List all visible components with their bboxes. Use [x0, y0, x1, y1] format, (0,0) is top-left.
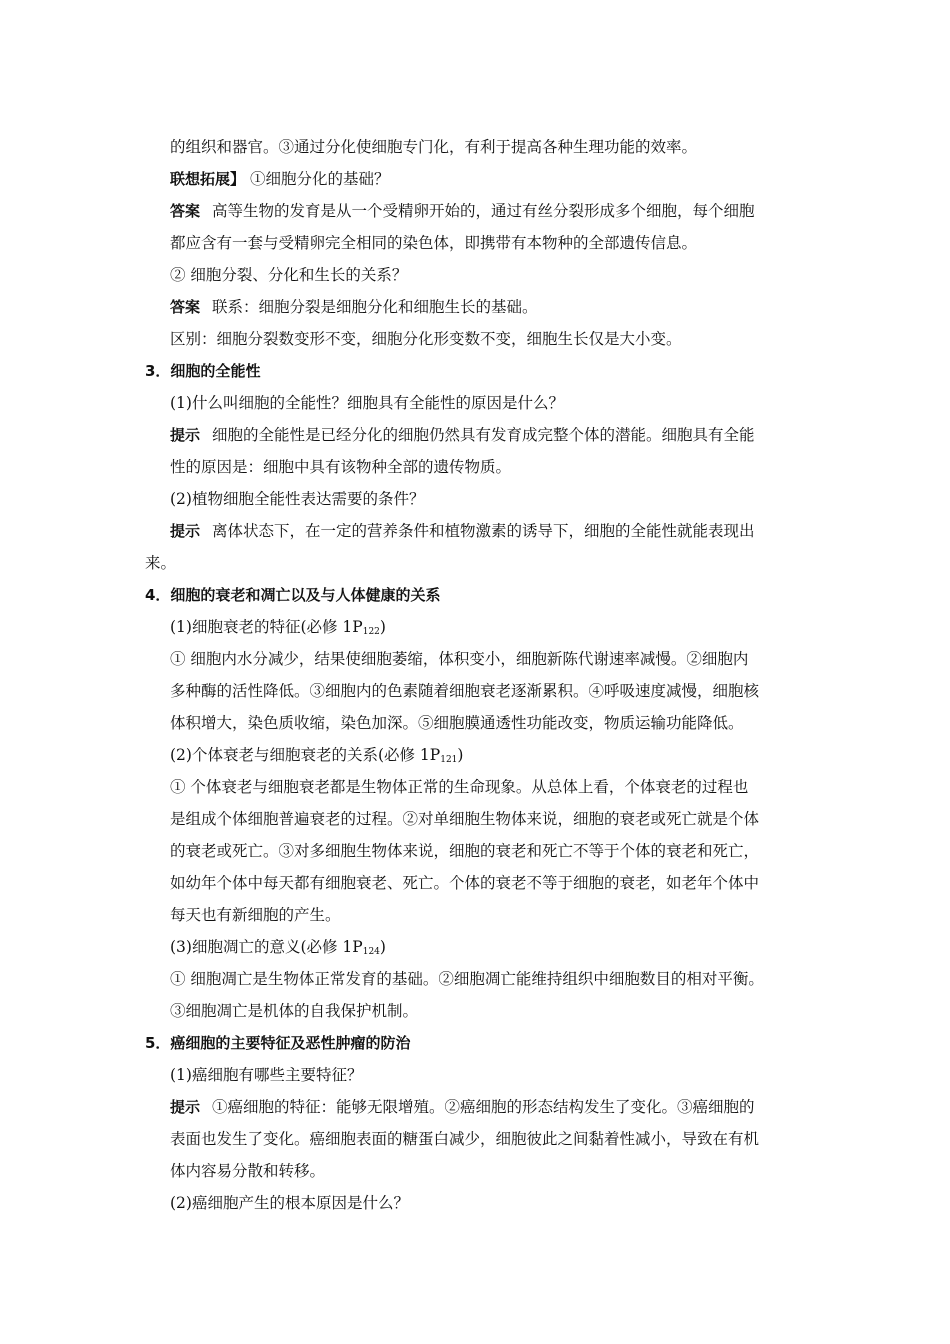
question-line: ② 细胞分裂、分化和生长的关系？ [170, 266, 408, 284]
answer-label: 答案 [170, 298, 201, 316]
closing-paren: ) [457, 746, 464, 764]
question-line: (1)什么叫细胞的全能性？细胞具有全能性的原因是什么？ [170, 394, 564, 412]
paragraph-line: ① 细胞内水分减少，结果使细胞萎缩，体积变小，细胞新陈代谢速率减慢。②细胞内 [170, 650, 749, 668]
section-heading: 5．癌细胞的主要特征及恶性肿瘤的防治 [145, 1034, 411, 1052]
question-text: ①细胞分化的基础？ [245, 170, 390, 188]
paragraph-line: 性的原因是：细胞中具有该物种全部的遗传物质。 [170, 458, 512, 476]
subsection-heading [170, 617, 386, 637]
page-reference: 124 [362, 947, 380, 957]
answer-line [170, 297, 538, 317]
hint-label: 提示 [170, 522, 201, 540]
subsection-heading [170, 937, 386, 957]
paragraph-line: 如幼年个体中每天都有细胞衰老、死亡。个体的衰老不等于细胞的衰老，如老年个体中 [170, 874, 760, 892]
paragraph-line: ③细胞凋亡是机体的自我保护机制。 [170, 1002, 419, 1020]
paragraph-line: 多种酶的活性降低。③细胞内的色素随着细胞衰老逐渐累积。④呼吸速度减慢，细胞核 [170, 682, 760, 700]
hint-text: 离体状态下，在一定的营养条件和植物激素的诱导下，细胞的全能性就能表现出 [212, 522, 755, 540]
page-reference: 121 [440, 755, 458, 765]
section-heading: 3．细胞的全能性 [145, 362, 261, 380]
paragraph-line: 的组织和器官。③通过分化使细胞专门化，有利于提高各种生理功能的效率。 [170, 138, 698, 156]
answer-text: 联系：细胞分裂是细胞分化和细胞生长的基础。 [212, 298, 538, 316]
paragraph-line: 体内容易分散和转移。 [170, 1162, 326, 1180]
hint-label: 提示 [170, 426, 201, 444]
page-reference: 122 [362, 627, 380, 637]
paragraph-line: 每天也有新细胞的产生。 [170, 906, 341, 924]
hint-line [170, 1097, 755, 1117]
answer-label: 答案 [170, 202, 201, 220]
hint-text: 细胞的全能性是已经分化的细胞仍然具有发育成完整个体的潜能。细胞具有全能 [212, 426, 755, 444]
paragraph-line: ① 个体衰老与细胞衰老都是生物体正常的生命现象。从总体上看，个体衰老的过程也 [170, 778, 749, 796]
section-label: 联想拓展】 [170, 170, 246, 188]
hint-label: 提示 [170, 1098, 201, 1116]
paragraph-line: 区别：细胞分裂数变形不变，细胞分化形变数不变，细胞生长仅是大小变。 [170, 330, 682, 348]
section-heading: 4．细胞的衰老和凋亡以及与人体健康的关系 [145, 586, 441, 604]
paragraph-line: 表面也发生了变化。癌细胞表面的糖蛋白减少，细胞彼此之间黏着性减小，导致在有机 [170, 1130, 760, 1148]
paragraph-line: 都应含有一套与受精卵完全相同的染色体，即携带有本物种的全部遗传信息。 [170, 234, 698, 252]
answer-text: 高等生物的发育是从一个受精卵开始的，通过有丝分裂形成多个细胞，每个细胞 [212, 202, 755, 220]
paragraph-line: ① 细胞凋亡是生物体正常发育的基础。②细胞凋亡能维持组织中细胞数目的相对平衡。 [170, 970, 764, 988]
question-line: (2)植物细胞全能性表达需要的条件？ [170, 490, 425, 508]
subsection-title: (3)细胞凋亡的意义(必修 1P [170, 938, 363, 956]
related-extension-question [170, 169, 389, 189]
subsection-title: (2)个体衰老与细胞衰老的关系(必修 1P [170, 746, 441, 764]
paragraph-line: 是组成个体细胞普遍衰老的过程。②对单细胞生物体来说，细胞的衰老或死亡就是个体 [170, 810, 760, 828]
paragraph-line: 体积增大，染色质收缩，染色加深。⑤细胞膜通透性功能改变，物质运输功能降低。 [170, 714, 744, 732]
subsection-title: (1)细胞衰老的特征(必修 1P [170, 618, 363, 636]
paragraph-line: 来。 [145, 554, 177, 572]
question-line: (1)癌细胞有哪些主要特征？ [170, 1066, 363, 1084]
hint-line [170, 521, 755, 541]
closing-paren: ) [379, 618, 386, 636]
question-line: (2)癌细胞产生的根本原因是什么？ [170, 1194, 409, 1212]
paragraph-line: 的衰老或死亡。③对多细胞生物体来说，细胞的衰老和死亡不等于个体的衰老和死亡， [170, 842, 760, 860]
answer-line [170, 201, 755, 221]
closing-paren: ) [379, 938, 386, 956]
hint-line [170, 425, 755, 445]
subsection-heading [170, 745, 463, 765]
hint-text: ①癌细胞的特征：能够无限增殖。②癌细胞的形态结构发生了变化。③癌细胞的 [212, 1098, 755, 1116]
